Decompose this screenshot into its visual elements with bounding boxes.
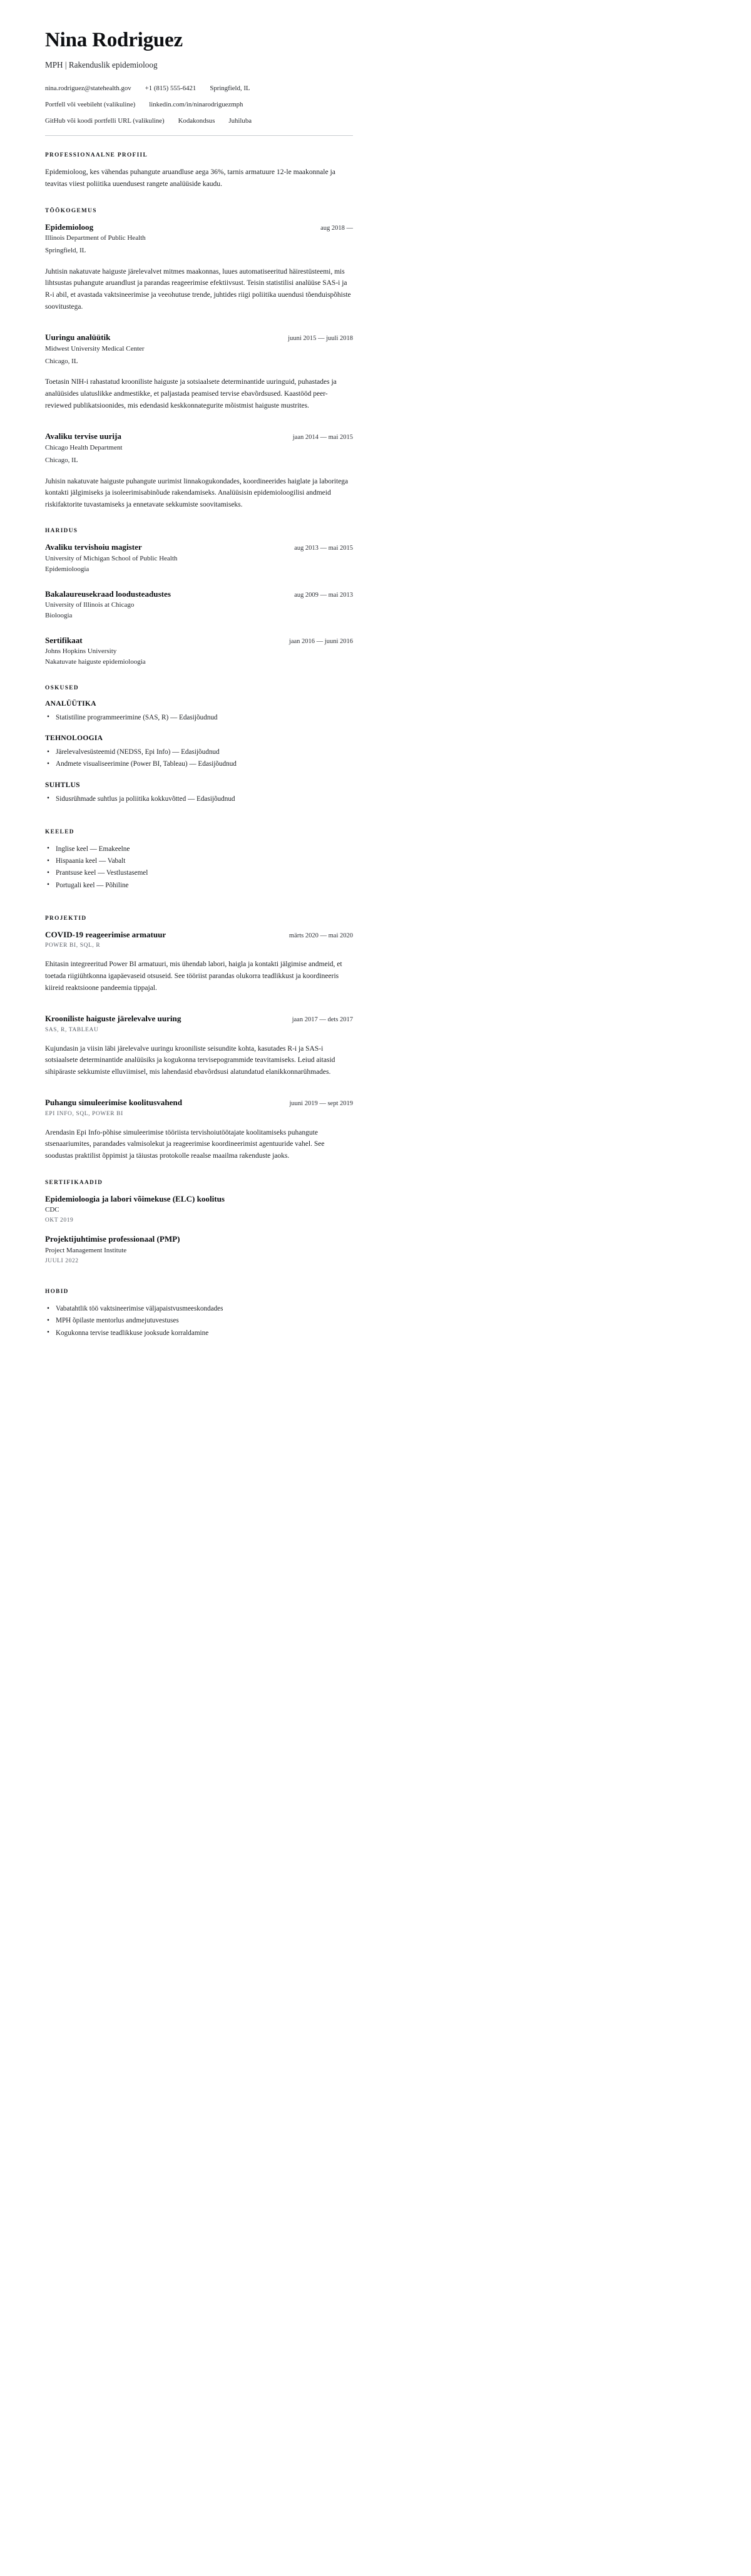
skill-list <box>45 746 353 771</box>
experience-location: Chicago, IL <box>45 358 78 366</box>
section-title-languages: KEELED <box>45 828 74 835</box>
language-item: • Inglise keel — Emakeelne <box>45 843 353 855</box>
contact-citizenship: Kodakondsus <box>178 116 215 125</box>
contact-email[interactable]: nina.rodriguez@statehealth.gov <box>45 85 131 93</box>
project-entry <box>45 1098 353 1162</box>
language-item: • Hispaania keel — Vabalt <box>45 855 353 867</box>
education-school: University of Michigan School of Public Health <box>45 554 178 562</box>
project-stack: SAS, R, TABLEAU <box>45 1026 99 1033</box>
education-date: aug 2009 — mai 2013 <box>294 591 353 599</box>
resume-sheet <box>45 29 353 1339</box>
contact-drivers-license: Juhiluba <box>228 116 252 125</box>
contact-row-primary <box>45 84 353 93</box>
project-entry-header <box>45 930 353 940</box>
skill-group-name: TEHNOLOOGIA <box>45 734 103 743</box>
experience-organization: Illinois Department of Public Health <box>45 234 146 242</box>
project-description: Arendasin Epi Info-põhise simuleerimise tööriista tervishoiutöötajate koolitamiseks puhangute stsenaariumites, parandades valmisolekut ja reageerimise koordineerimist agentuuride vahel. See soodustas praktilist õppimist ja täiustas protokolle reaalse maailma rakenduste jaoks. <box>45 1128 325 1160</box>
project-stack: POWER BI, SQL, R <box>45 942 101 949</box>
certificate-name: Epidemioloogia ja labori võimekuse (ELC) koolitus <box>45 1193 225 1203</box>
section-title-hobbies: HOBID <box>45 1289 69 1296</box>
hobby-item: • Kogukonna tervise teadlikkuse jooksude korraldamine <box>45 1327 353 1339</box>
skill-list <box>45 712 353 724</box>
education-date: jaan 2016 — juuni 2016 <box>289 637 353 645</box>
education-entry-header <box>45 589 353 599</box>
skill-group-name: SUHTLUS <box>45 780 80 789</box>
contact-row-extra <box>45 116 353 126</box>
experience-description: Toetasin NIH-i rahastatud krooniliste haiguste ja sotsiaalsete determinantide uuringuid, puhastades ja analüüsides ulatuslikke andmestikke, et paljastada peamised tervise ebavõrdsused. Kaastööd peer-reviewed publikatsioonides, mis edendasid keskkonnategurite mõistmist haiguste mustrites. <box>45 378 337 410</box>
project-date: jaan 2017 — dets 2017 <box>292 1016 353 1024</box>
header-divider <box>45 135 353 136</box>
contact-github-placeholder[interactable]: GitHub või koodi portfelli URL (valikuline) <box>45 116 165 125</box>
experience-description: Juhisin nakatuvate haiguste puhangute uurimist linnakogukondades, koordineerides haiglate ja laboritega kontakti jälgimiseks ja isoleerimisabinõude rakendamiseks. Analüüsisin epidemioloogilisi andmeid riskifaktorite tuvastamiseks ja ennetavate sekkumiste soovitamiseks. <box>45 477 349 508</box>
skill-group-analytics <box>45 699 353 724</box>
certificate-issuer: Project Management Institute <box>45 1246 127 1254</box>
section-skills <box>45 685 353 805</box>
skill-item: • Sidusrühmade suhtlus ja poliitika kokkuvõtted — Edasijõudnud <box>45 793 353 805</box>
contact-phone[interactable]: +1 (815) 555-6421 <box>145 85 197 93</box>
skill-group-communication <box>45 781 353 805</box>
experience-role: Avaliku tervise uurija <box>45 431 121 441</box>
candidate-name: Nina Rodriguez <box>45 29 183 51</box>
skill-item: • Andmete visualiseerimine (Power BI, Tableau) — Edasijõudnud <box>45 758 353 770</box>
experience-entry-header <box>45 332 353 343</box>
education-entry <box>45 589 353 621</box>
hobby-list <box>45 1303 353 1339</box>
section-projects <box>45 915 353 1162</box>
project-name: Puhangu simuleerimise koolitusvahend <box>45 1098 182 1108</box>
certificate-issuer: CDC <box>45 1205 59 1213</box>
project-name: Krooniliste haiguste järelevalve uuring <box>45 1014 181 1024</box>
certificate-date: JUULI 2022 <box>45 1258 79 1265</box>
profile-summary-text: Epidemioloog, kes vähendas puhangute aruandluse aega 36%, tarnis armatuure 12-le maakonnale ja teavitas viiest poliitika uuendusest rangete analüüside kaudu. <box>45 168 335 188</box>
certificate-entry <box>45 1234 353 1264</box>
experience-role: Epidemioloog <box>45 222 94 232</box>
project-description: Ehitasin integreeritud Power BI armatuuri, mis ühendab labori, haigla ja kontakti jälgimise andmeid, et toetada riigiühtkonna igapäevaseid otsuseid. See tööriist parandas olukorra teadlikkust ja koordineeris kiireid reaktsioone pandeemia tippajal. <box>45 961 342 992</box>
experience-entry <box>45 431 353 510</box>
project-entry-header <box>45 1098 353 1108</box>
section-profile <box>45 152 353 190</box>
experience-location: Springfield, IL <box>45 247 86 255</box>
section-title-experience: TÖÖKOGEMUS <box>45 207 97 214</box>
skill-group-technology <box>45 734 353 771</box>
section-title-projects: PROJEKTID <box>45 915 87 922</box>
section-title-education: HARIDUS <box>45 528 78 535</box>
section-title-profile: PROFESSIONAALNE PROFIIL <box>45 152 148 159</box>
language-list <box>45 843 353 892</box>
education-entry-header <box>45 542 353 552</box>
education-degree: Sertifikaat <box>45 635 83 645</box>
education-degree: Bakalaureusekraad loodusteadustes <box>45 589 171 599</box>
section-title-skills: OSKUSED <box>45 684 79 691</box>
hobby-item: • MPH õpilaste mentorlus andmejutuvestuses <box>45 1315 353 1327</box>
experience-date: aug 2018 — <box>320 224 353 232</box>
project-entry <box>45 930 353 994</box>
experience-date: jaan 2014 — mai 2015 <box>292 434 353 441</box>
experience-date: juuni 2015 — juuli 2018 <box>288 335 353 343</box>
education-field: Nakatuvate haiguste epidemioloogia <box>45 658 146 666</box>
education-date: aug 2013 — mai 2015 <box>294 545 353 552</box>
contact-portfolio-placeholder[interactable]: Portfell või veebileht (valikuline) <box>45 101 136 109</box>
project-date: märts 2020 — mai 2020 <box>289 932 353 939</box>
project-description: Kujundasin ja viisin läbi järelevalve uuringu krooniliste seisundite kohta, kasutades R-i ja SAS-i sotsiaalsete determinantide analüüsiks ja kogukonna tervisepogrammide teavitamiseks. Leiud aitasid sihipäraste sekkumiste elluviimisel, mis lahendasid ebavõrdsusi alatundatud elanikkonnarühmades. <box>45 1044 335 1076</box>
section-title-certificates: SERTIFIKAADID <box>45 1179 103 1186</box>
certificate-name: Projektijuhtimise professionaal (PMP) <box>45 1234 180 1244</box>
education-field: Bioloogia <box>45 612 73 620</box>
skill-item: • Järelevalvesüsteemid (NEDSS, Epi Info) — Edasijõudnud <box>45 746 353 758</box>
project-entry-header <box>45 1014 353 1024</box>
contact-row-portfolio <box>45 100 353 110</box>
hobby-item: • Vabatahtlik töö vaktsineerimise väljapaistvusmeeskondades <box>45 1303 353 1315</box>
project-date: juuni 2019 — sept 2019 <box>289 1100 353 1108</box>
project-entry <box>45 1014 353 1078</box>
skill-list <box>45 793 353 805</box>
education-entry <box>45 542 353 574</box>
education-school: University of Illinois at Chicago <box>45 600 135 609</box>
certificate-entry <box>45 1194 353 1224</box>
section-certificates <box>45 1180 353 1265</box>
experience-role: Uuringu analüütik <box>45 332 111 343</box>
experience-description: Juhtisin nakatuvate haiguste järelevalvet mitmes maakonnas, luues automatiseeritud häirestüsteemi, mis lihtsustas puhangute aruandlust ja parandas reageerimise efektiivsust. Teisin statistilisi analüüse SAS-i ja R-i abil, et avastada vaktsineerimise ja veeohutuse trende, juhtides riigi poliitika uuendusi tõenduispõhiste soovitustega. <box>45 267 351 311</box>
education-entry <box>45 636 353 667</box>
section-education <box>45 528 353 667</box>
section-hobbies <box>45 1289 353 1339</box>
certificate-date: OKT 2019 <box>45 1217 74 1224</box>
education-degree: Avaliku tervishoiu magister <box>45 542 142 552</box>
experience-location: Chicago, IL <box>45 456 78 465</box>
contact-linkedin[interactable]: linkedin.com/in/ninarodriguezmph <box>149 101 243 109</box>
section-experience <box>45 208 353 511</box>
education-school: Johns Hopkins University <box>45 647 117 656</box>
education-entry-header <box>45 636 353 646</box>
project-stack: EPI INFO, SQL, POWER BI <box>45 1110 123 1117</box>
experience-entry-header <box>45 222 353 232</box>
skill-group-name: ANALÜÜTIKA <box>45 699 96 708</box>
experience-organization: Midwest University Medical Center <box>45 344 145 353</box>
experience-entry <box>45 222 353 313</box>
experience-entry <box>45 332 353 411</box>
contact-location: Springfield, IL <box>210 85 250 93</box>
education-field: Epidemioloogia <box>45 565 89 574</box>
candidate-headline: MPH | Rakenduslik epidemioloog <box>45 60 158 70</box>
experience-organization: Chicago Health Department <box>45 443 123 451</box>
skill-item: • Statistiline programmeerimine (SAS, R) — Edasijõudnud <box>45 712 353 724</box>
experience-entry-header <box>45 431 353 441</box>
language-item: • Portugali keel — Põhiline <box>45 880 353 892</box>
language-item: • Prantsuse keel — Vestlustasemel <box>45 867 353 879</box>
section-languages <box>45 829 353 892</box>
project-name: COVID-19 reageerimise armatuur <box>45 929 166 939</box>
